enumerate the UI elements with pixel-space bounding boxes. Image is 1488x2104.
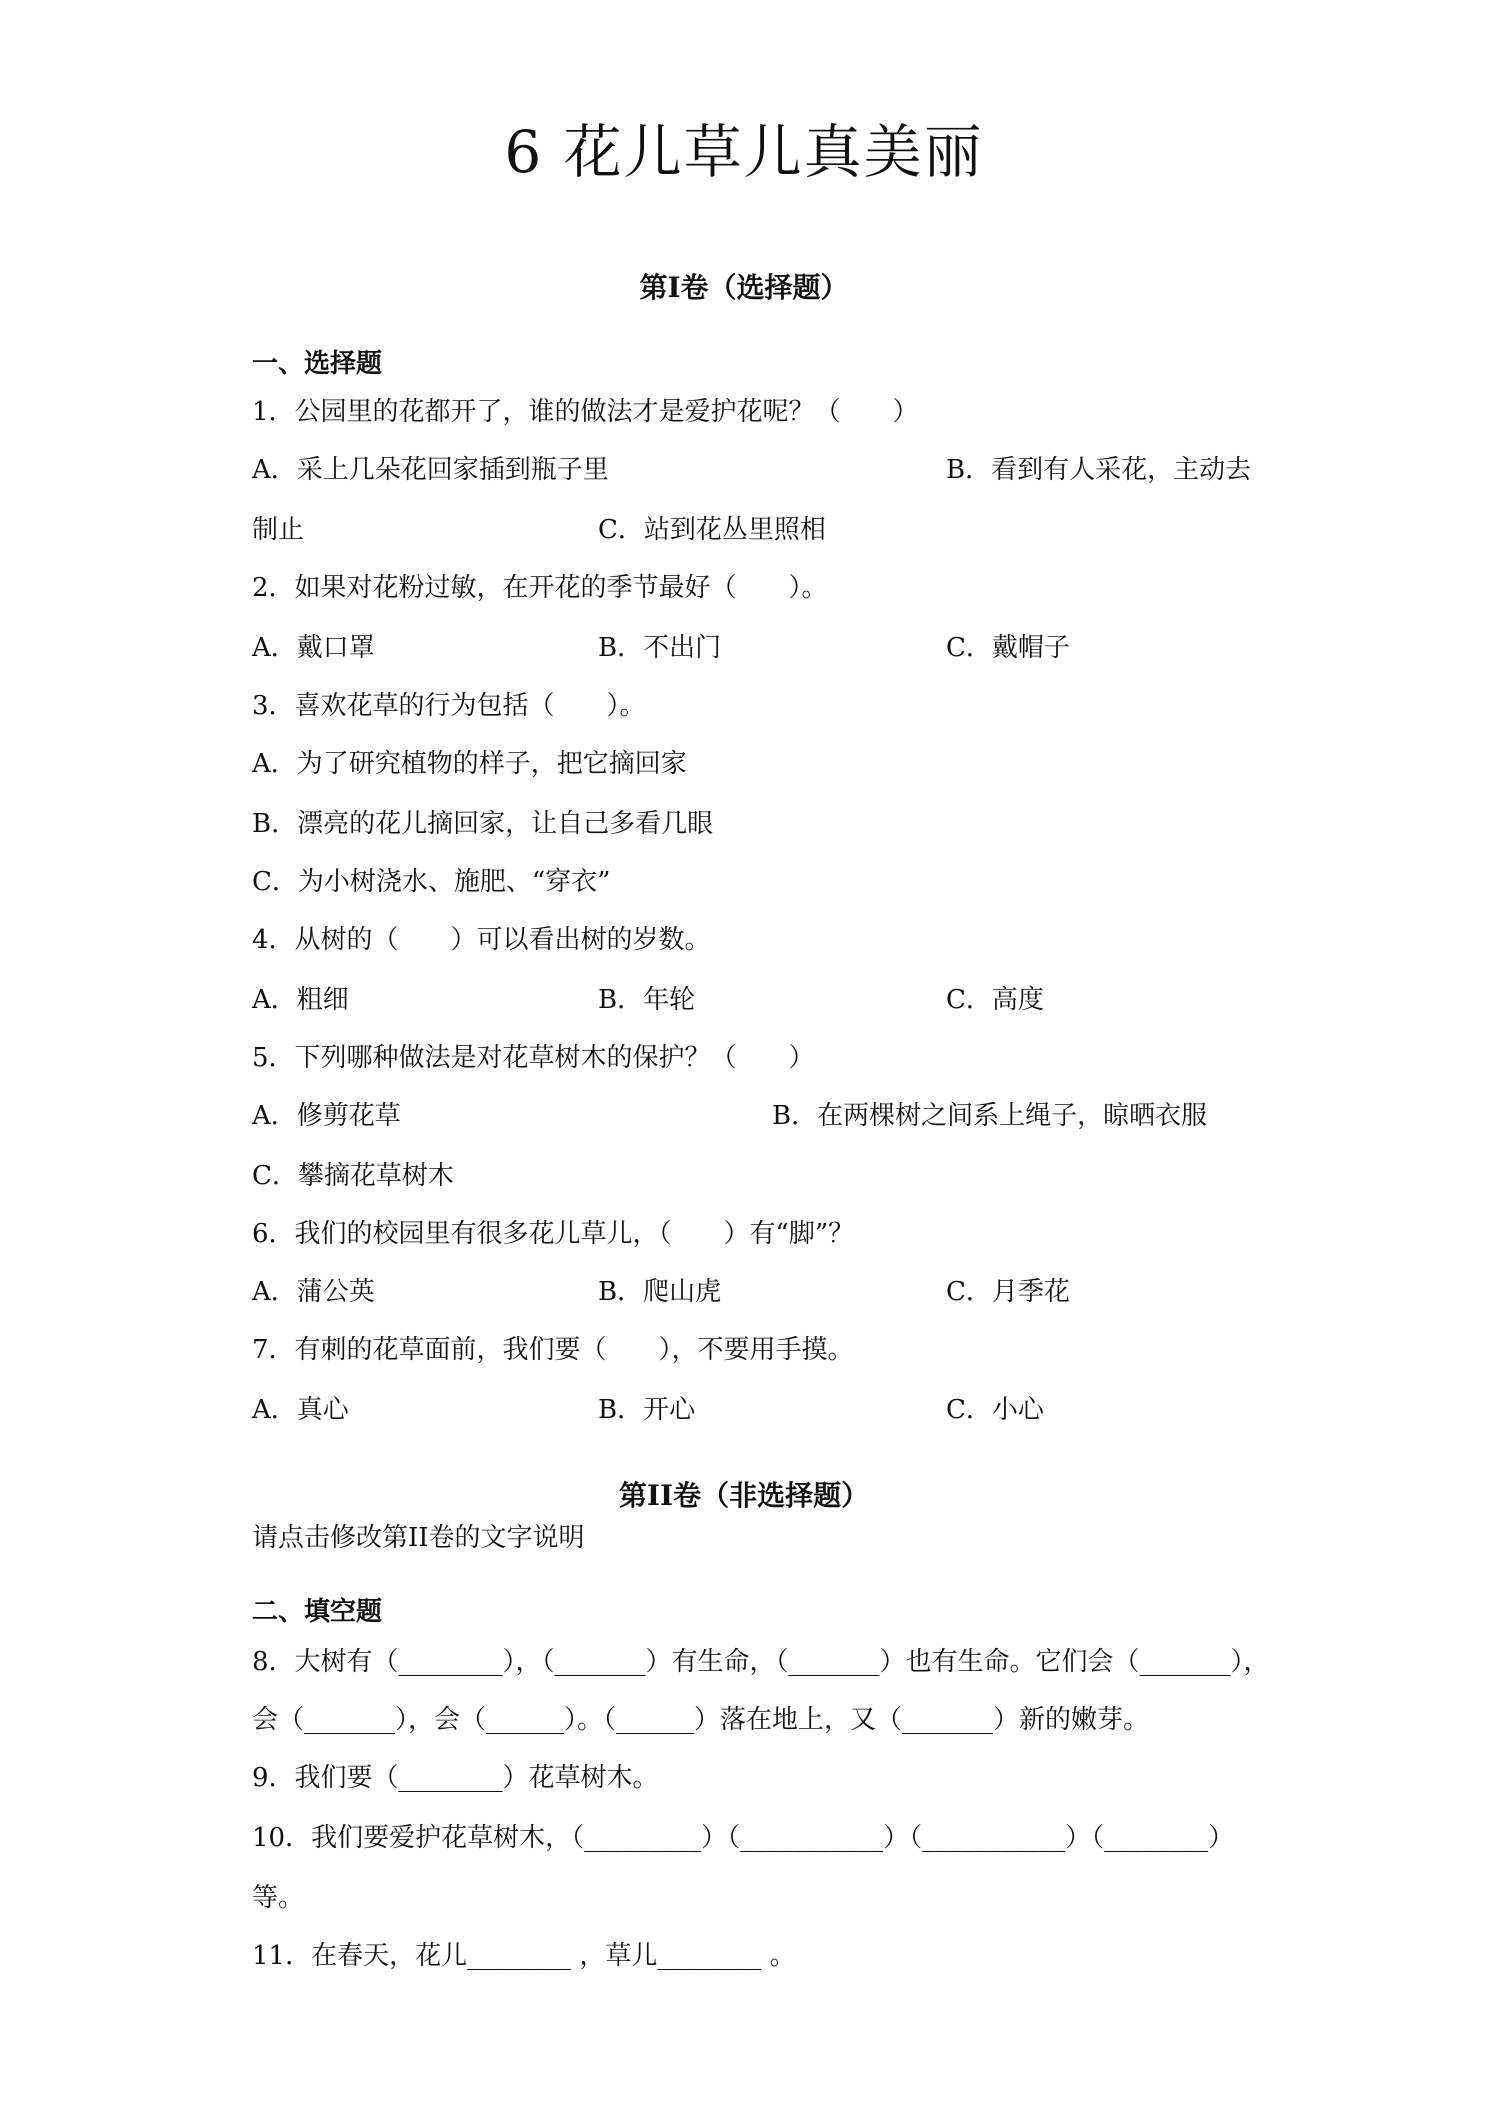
question-1-option-b: B．看到有人采花，主动去 <box>946 455 1252 485</box>
question-4-option-c: C．高度 <box>946 985 1044 1015</box>
fill-question-9: 9．我们要（________）花草树木。 <box>252 1763 659 1793</box>
fill-question-11: 11．在春天，花儿________ ，草儿________ 。 <box>252 1941 796 1971</box>
question-2-option-c: C．戴帽子 <box>946 633 1070 663</box>
fill-question-8-line-1: 8．大树有（________），（_______）有生命，（_______）也有生命。它们会（_______）， <box>252 1647 1270 1677</box>
question-6-option-a: A．蒲公英 <box>252 1277 375 1307</box>
question-7-option-a: A．真心 <box>252 1395 349 1425</box>
question-1-option-b-continued: 制止 <box>252 515 305 545</box>
question-1-option-a: A．采上几朵花回家插到瓶子里 <box>252 455 609 485</box>
question-3-stem: 3．喜欢花草的行为包括（ ）。 <box>252 691 646 721</box>
fill-question-10-line-2: 等。 <box>252 1883 305 1913</box>
question-3-option-b: B．漂亮的花儿摘回家，让自己多看几眼 <box>252 809 714 839</box>
section1-heading: 一、选择题 <box>252 349 383 379</box>
question-6-option-b: B．爬山虎 <box>598 1277 722 1307</box>
question-4-option-b: B．年轮 <box>598 985 696 1015</box>
question-7-option-c: C．小心 <box>946 1395 1044 1425</box>
fill-question-8-line-2: 会（_______），会（______）。（______）落在地上，又（_______）新的嫩芽。 <box>252 1705 1150 1735</box>
question-5-option-b: B．在两棵树之间系上绳子，晾晒衣服 <box>772 1101 1208 1131</box>
question-7-option-b: B．开心 <box>598 1395 696 1425</box>
question-5-option-c: C．攀摘花草树木 <box>252 1161 454 1191</box>
question-2-option-b: B．不出门 <box>598 633 722 663</box>
question-7-stem: 7．有刺的花草面前，我们要（ ），不要用手摸。 <box>252 1335 854 1365</box>
part2-note: 请点击修改第II卷的文字说明 <box>252 1523 585 1553</box>
part2-title: 第II卷（非选择题） <box>618 1479 870 1512</box>
question-1-stem: 1．公园里的花都开了，谁的做法才是爱护花呢？（ ） <box>252 397 919 427</box>
fill-question-10-line-1: 10．我们要爱护花草树木，（_________）（___________）（___________）（________） <box>252 1823 1235 1853</box>
question-6-option-c: C．月季花 <box>946 1277 1070 1307</box>
question-5-option-a: A．修剪花草 <box>252 1101 401 1131</box>
question-4-stem: 4．从树的（ ）可以看出树的岁数。 <box>252 925 711 955</box>
question-2-option-a: A．戴口罩 <box>252 633 375 663</box>
question-3-option-a: A．为了研究植物的样子，把它摘回家 <box>252 749 687 779</box>
question-1-option-c: C．站到花丛里照相 <box>598 515 826 545</box>
page-title: 6 花儿草儿真美丽 <box>504 118 984 186</box>
section2-heading: 二、填空题 <box>252 1597 383 1627</box>
part1-title: 第I卷（选择题） <box>639 271 849 304</box>
question-4-option-a: A．粗细 <box>252 985 349 1015</box>
question-5-stem: 5．下列哪种做法是对花草树木的保护？（ ） <box>252 1043 815 1073</box>
question-6-stem: 6．我们的校园里有很多花儿草儿，（ ）有“脚”？ <box>252 1219 855 1249</box>
question-2-stem: 2．如果对花粉过敏，在开花的季节最好（ ）。 <box>252 573 828 603</box>
question-3-option-c: C．为小树浇水、施肥、“穿衣” <box>252 867 611 897</box>
